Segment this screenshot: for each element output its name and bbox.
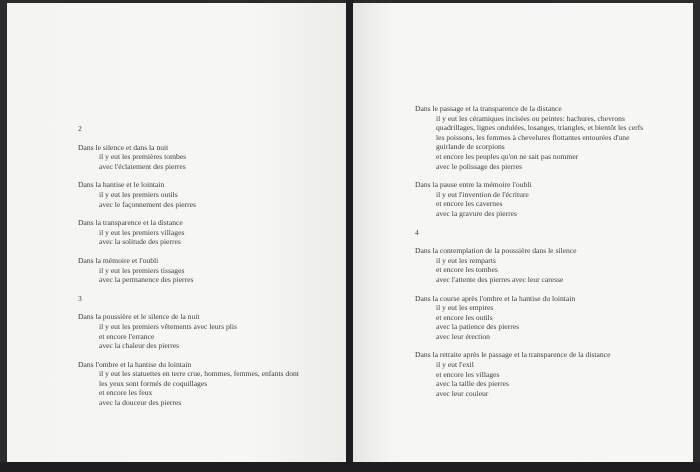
verse-line: avec la douceur des pierres <box>99 398 182 408</box>
stanza <box>415 350 685 398</box>
verse-line: et encore les villages <box>436 369 500 379</box>
stanza <box>78 312 338 350</box>
verse-line: Dans le passage et la transparence de la distance <box>415 104 562 113</box>
left-page-text <box>78 124 338 417</box>
verse-line: Dans la contemplation de la poussière dans le silence <box>415 246 577 256</box>
verse-line: Dans la pause entre la mémoire l'oubli <box>415 180 532 190</box>
stanza <box>78 143 338 172</box>
verse-line: il y eut les remparts <box>436 255 496 265</box>
verse-line: avec le polissage des pierres <box>436 161 523 171</box>
verse-line: et encore les outils <box>436 312 493 322</box>
verse-line: Dans la mémoire et l'oubli <box>78 255 159 265</box>
verse-line: et encore les peuples qu'on ne sait pas nommer <box>436 151 579 161</box>
verse-line: il y eut les premiers villages <box>99 227 185 237</box>
verse-line: avec l'attente des pierres avec leur caresse <box>436 274 564 284</box>
verse-line: avec la patience des pierres <box>436 322 520 332</box>
verse-line: Dans l'ombre et la hantise du lointain <box>78 359 192 369</box>
stanza <box>415 246 685 284</box>
verse-line: avec l'éclatement des pierres <box>99 161 186 171</box>
stanza <box>78 180 338 209</box>
section-number: 2 <box>78 124 82 133</box>
verse-line: il y eut les premiers vêtements avec leurs plis <box>99 321 237 331</box>
stanza <box>78 218 338 247</box>
verse-line: il y eut les premiers outils <box>99 189 178 199</box>
verse-line: il y eut les empires <box>436 303 494 313</box>
verse-line: les poissons, les femmes à chevelures flottantes entourées d'une <box>436 132 630 142</box>
verse-line: Dans le silence et dans la nuit <box>78 142 169 152</box>
bottom-edge <box>0 462 700 472</box>
stanza <box>78 360 338 408</box>
verse-line: guirlande de scorpions <box>436 142 505 152</box>
verse-line: avec la solitude des pierres <box>99 237 181 247</box>
verse-line: et encore les tombes <box>436 265 498 275</box>
verse-line: Dans la hantise et le lointain <box>78 180 165 190</box>
verse-line: il y eut les premières tombes <box>99 152 187 162</box>
verse-line: quadrillages, lignes ondulées, losanges, triangles, et bientôt les cerfs <box>436 123 644 133</box>
verse-line: et encore l'errance <box>99 331 155 341</box>
verse-line: les yeux sont formés de coquillages <box>99 378 208 388</box>
verse-line: avec leur couleur <box>436 388 489 398</box>
verse-line: il y eut les premiers tissages <box>99 265 185 275</box>
verse-line: Dans la poussière et le silence de la nuit <box>78 312 200 322</box>
verse-line: Dans la retraite après le passage et la transparence de la distance <box>415 350 611 360</box>
verse-line: il y eut l'invention de l'écriture <box>436 189 529 199</box>
verse-line: avec la chaleur des pierres <box>99 341 180 351</box>
stanza <box>415 294 685 342</box>
verse-line: Dans la transparence et la distance <box>78 218 183 228</box>
verse-line: Dans la course après l'ombre et la hantise du lointain <box>415 293 576 303</box>
verse-line: il y eut l'exil <box>436 360 474 370</box>
verse-line: avec la permanence des pierres <box>99 275 194 285</box>
verse-line: avec leur érection <box>436 331 490 341</box>
stanza <box>78 256 338 285</box>
stanza <box>415 180 685 218</box>
section-number: 3 <box>78 293 82 303</box>
verse-line: il y eut les céramiques incisées ou peintes: hachures, chevrons <box>436 113 625 123</box>
section-number: 4 <box>415 227 419 237</box>
verse-line: et encore les feux <box>99 388 153 398</box>
verse-line: avec le façonnement des pierres <box>99 199 196 209</box>
verse-line: avec la gravure des pierres <box>436 208 517 218</box>
verse-line: et encore les cavernes <box>436 199 503 209</box>
right-page-text <box>415 104 685 407</box>
stanza <box>415 104 685 171</box>
verse-line: avec la taille des pierres <box>436 379 509 389</box>
verse-line: il y eut les statuettes en terre crue, hommes, femmes, enfants dont <box>99 369 299 379</box>
